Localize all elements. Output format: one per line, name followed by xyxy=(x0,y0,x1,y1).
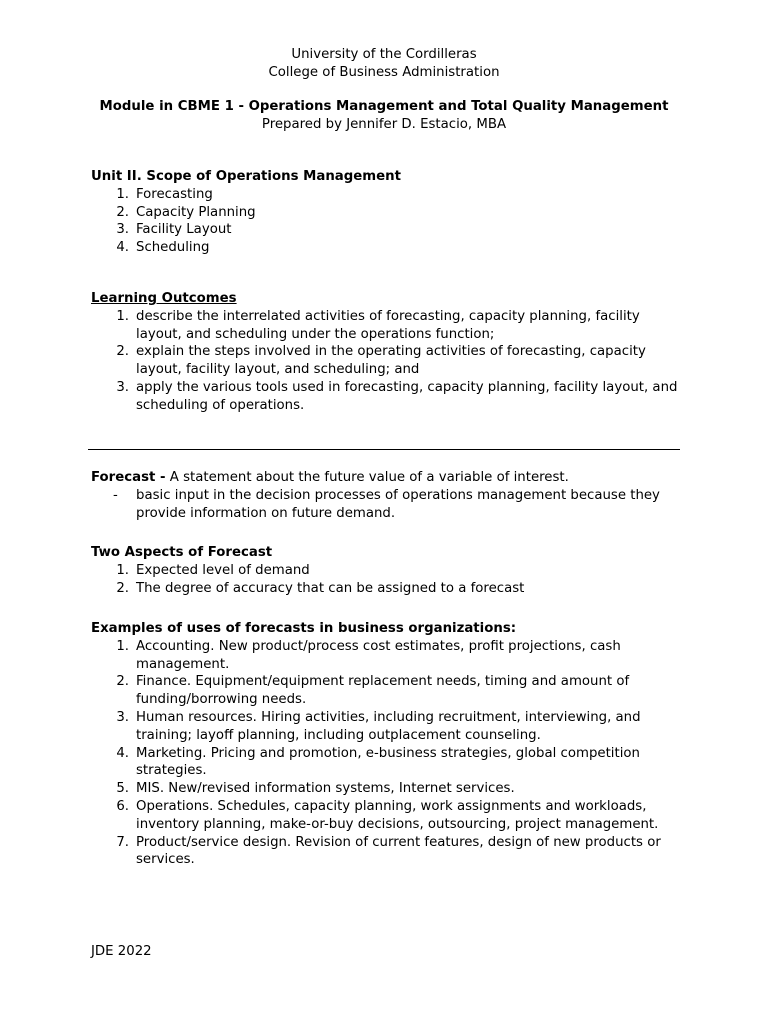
item-number: 2. xyxy=(116,204,129,220)
document-header xyxy=(0,46,768,134)
forecast-term: Forecast - xyxy=(91,470,166,485)
university-name: University of the Cordilleras xyxy=(291,47,477,62)
list-item xyxy=(91,308,681,344)
item-number: 1. xyxy=(116,562,129,578)
college-name: College of Business Administration xyxy=(268,65,500,80)
list-item xyxy=(91,186,681,204)
two-aspects-list xyxy=(91,562,681,598)
examples-section xyxy=(91,620,681,869)
list-item xyxy=(91,709,681,745)
item-text: Scheduling xyxy=(136,240,210,256)
examples-list xyxy=(91,638,681,869)
item-number: 3. xyxy=(116,709,129,725)
examples-title: Examples of uses of forecasts in business organizations: xyxy=(91,621,517,636)
item-number: 2. xyxy=(116,580,129,596)
item-text: Capacity Planning xyxy=(136,204,256,220)
list-item xyxy=(91,673,681,709)
item-text: Finance. Equipment/equipment replacement needs, timing and amount of funding/borrowing needs. xyxy=(136,674,630,708)
prepared-by: Prepared by Jennifer D. Estacio, MBA xyxy=(261,117,507,132)
item-text: basic input in the decision processes of operations management because they provide information on future demand. xyxy=(136,487,660,521)
forecast-definition xyxy=(91,469,681,487)
section-divider xyxy=(88,449,680,450)
list-item xyxy=(91,580,681,598)
item-number: 3. xyxy=(116,379,129,395)
footer-text: JDE 2022 xyxy=(91,944,152,959)
unit-section xyxy=(91,168,681,257)
unit-topic-list xyxy=(91,186,681,257)
item-text: Marketing. Pricing and promotion, e-business strategies, global competition strategies. xyxy=(136,745,640,779)
list-item xyxy=(91,745,681,781)
list-item xyxy=(91,798,681,834)
item-text: Facility Layout xyxy=(136,222,232,238)
list-item xyxy=(91,638,681,674)
item-text: Accounting. New product/process cost estimates, profit projections, cash management. xyxy=(136,638,621,672)
learning-outcomes-title: Learning Outcomes xyxy=(91,291,237,306)
item-number: 1. xyxy=(116,638,129,654)
list-item xyxy=(91,780,681,798)
item-text: The degree of accuracy that can be assigned to a forecast xyxy=(136,580,525,596)
forecast-bullet-list xyxy=(91,487,681,523)
item-number: 7. xyxy=(116,834,129,850)
item-number: 4. xyxy=(116,745,129,761)
item-text: Forecasting xyxy=(136,186,213,202)
item-text: MIS. New/revised information systems, Internet services. xyxy=(136,781,515,797)
item-text: Human resources. Hiring activities, including recruitment, interviewing, and training; layoff planning, including outplacement counseling. xyxy=(136,709,641,743)
two-aspects-title: Two Aspects of Forecast xyxy=(91,545,273,560)
list-item xyxy=(91,379,681,415)
item-number: 1. xyxy=(116,308,129,324)
item-number: 2. xyxy=(116,344,129,360)
item-number: 3. xyxy=(116,222,129,238)
learning-outcomes-list xyxy=(91,308,681,415)
list-item xyxy=(91,343,681,379)
list-item xyxy=(91,221,681,239)
item-number: 4. xyxy=(116,240,129,256)
item-text: Expected level of demand xyxy=(136,562,310,578)
list-item xyxy=(91,239,681,257)
item-text: Product/service design. Revision of current features, design of new products or services. xyxy=(136,834,661,868)
forecast-section xyxy=(91,469,681,522)
item-number: 1. xyxy=(116,186,129,202)
unit-title: Unit II. Scope of Operations Management xyxy=(91,169,401,184)
item-number: 6. xyxy=(116,798,129,814)
forecast-definition-text: A statement about the future value of a variable of interest. xyxy=(165,470,569,485)
item-number: 2. xyxy=(116,674,129,690)
item-number: 5. xyxy=(116,781,129,797)
list-item xyxy=(91,487,681,523)
item-text: apply the various tools used in forecasting, capacity planning, facility layout, and scheduling of operations. xyxy=(136,379,678,413)
list-item xyxy=(91,204,681,222)
item-text: describe the interrelated activities of forecasting, capacity planning, facility layout, and scheduling under the operations function; xyxy=(136,308,640,342)
list-item xyxy=(91,834,681,870)
module-title: Module in CBME 1 - Operations Management and Total Quality Management xyxy=(99,99,669,114)
two-aspects-section xyxy=(91,544,681,597)
item-text: Operations. Schedules, capacity planning, work assignments and workloads, inventory planning, make-or-buy decisions, outsourcing, project management. xyxy=(136,798,659,832)
learning-outcomes-section xyxy=(91,290,681,415)
list-item xyxy=(91,562,681,580)
item-text: explain the steps involved in the operating activities of forecasting, capacity layout, facility layout, and scheduling; and xyxy=(136,344,646,378)
bullet-dash: - xyxy=(113,487,118,503)
